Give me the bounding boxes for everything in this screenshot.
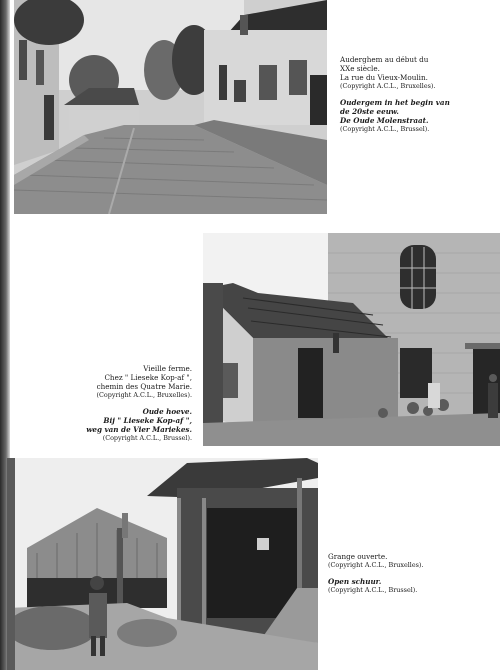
caption-dutch-line: Oude hoeve. <box>142 407 192 416</box>
caption-french-line: La rue du Vieux-Moulin. <box>340 73 428 82</box>
caption-dutch-line: Oudergem in het begin van <box>340 98 450 107</box>
caption-dutch-line: De Oude Molenstraat. <box>340 116 429 125</box>
caption-french-line: chemin des Quatre Marie. <box>96 382 192 391</box>
photo-open-barn <box>7 458 318 670</box>
caption-dutch-line: Bij " Lieseke Kop-af ", <box>103 416 192 425</box>
caption-dutch-line: weg van de Vier Mariekes. <box>86 425 192 434</box>
caption-dutch-copyright: (Copyright A.C.L., Brussel). <box>102 434 192 442</box>
caption-dutch-line: de 20ste eeuw. <box>340 107 399 116</box>
caption-dutch-line: Open schuur. <box>328 577 382 586</box>
caption-old-farm <box>80 364 192 443</box>
caption-french-copyright: (Copyright A.C.L., Bruxelles). <box>340 82 436 90</box>
caption-french-copyright: (Copyright A.C.L., Bruxelles). <box>96 391 192 399</box>
photo-old-mill-street <box>14 0 327 214</box>
caption-french-line: Grange ouverte. <box>328 552 388 561</box>
caption-french-line: XXe siècle. <box>340 64 380 73</box>
caption-dutch-copyright: (Copyright A.C.L., Brussel). <box>340 125 430 133</box>
caption-french-line: Auderghem au début du <box>340 55 429 64</box>
photo-old-farm <box>203 233 500 446</box>
caption-dutch-copyright: (Copyright A.C.L., Brussel). <box>328 586 418 594</box>
caption-french-line: Chez " Lieseke Kop-af ", <box>104 373 192 382</box>
caption-french-copyright: (Copyright A.C.L., Bruxelles). <box>328 561 424 569</box>
caption-open-barn <box>328 552 423 595</box>
caption-old-mill-street <box>340 55 450 134</box>
caption-french-line: Vieille ferme. <box>143 364 192 373</box>
